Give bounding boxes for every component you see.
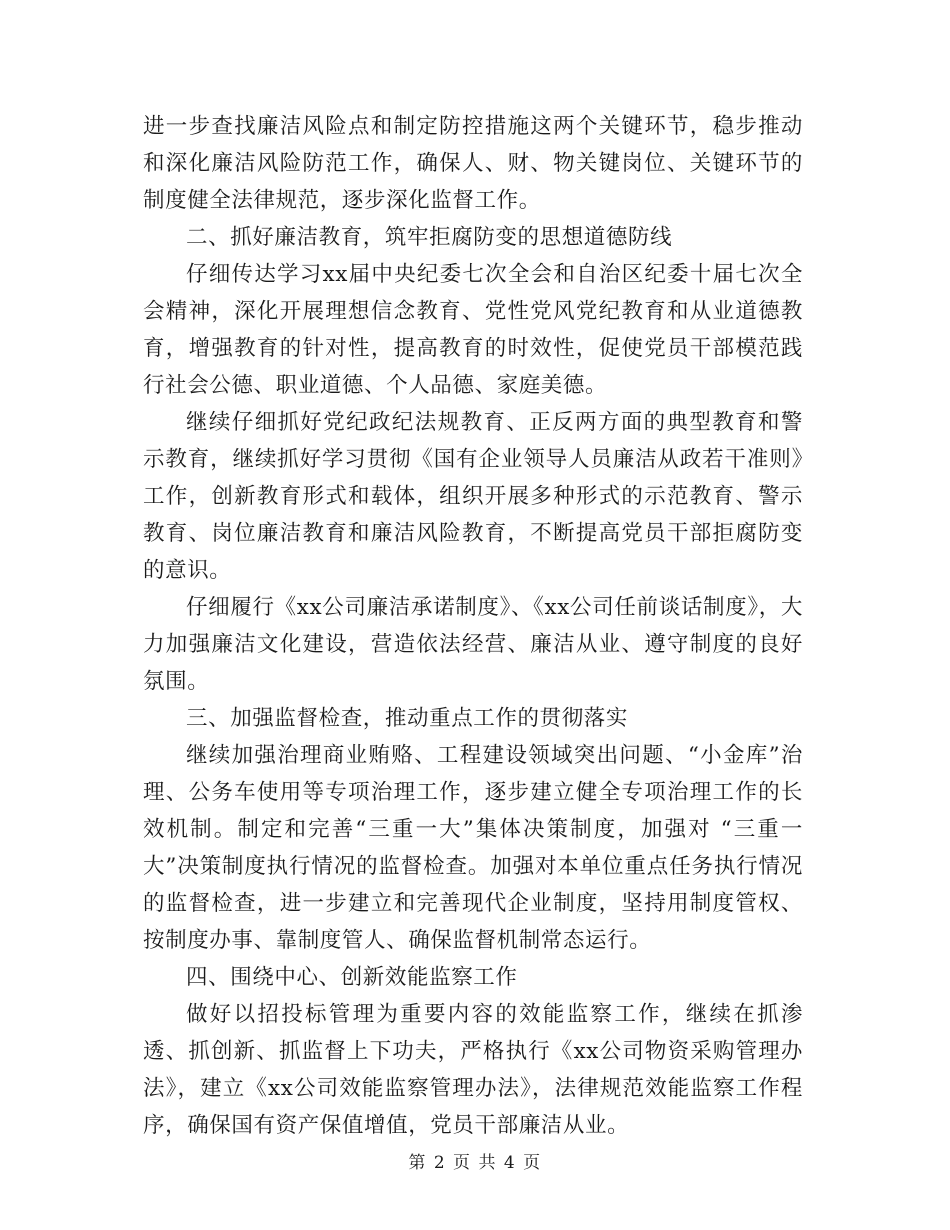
- paragraph: 做好以招投标管理为重要内容的效能监察工作，继续在抓渗透、抓创新、抓监督上下功夫，严格执行《xx公司物资采购管理办法》，建立《xx公司效能监察管理办法》，法律规范效能监察工作程序，确保国有资产保值增值，党员干部廉洁从业。: [143, 1002, 803, 1138]
- paragraph: 继续加强治理商业贿赂、工程建设领域突出问题、“小金库”治理、公务车使用等专项治理工作，逐步建立健全专项治理工作的长效机制。制定和完善“三重一大”集体决策制度，加强对 “三重一大”决策制度执行情况的监督检查。加强对本单位重点任务执行情况的监督检查，进一步建立和完善现代企业制度，坚持用制度管权、按制度办事、靠制度管人、确保监督机制常态运行。: [143, 743, 803, 953]
- document-body: [143, 108, 803, 1144]
- section-heading-3: 三、加强监督检查，推动重点工作的贯彻落实: [186, 706, 629, 731]
- paragraph-continuation: 进一步查找廉洁风险点和制定防控措施这两个关键环节，稳步推动和深化廉洁风险防范工作，确保人、财、物关键岗位、关键环节的制度健全法律规范，逐步深化监督工作。: [143, 114, 803, 213]
- section-heading-4: 四、围绕中心、创新效能监察工作: [186, 965, 518, 990]
- paragraph: 仔细履行《xx公司廉洁承诺制度》、《xx公司任前谈话制度》，大力加强廉洁文化建设，营造依法经营、廉洁从业、遵守制度的良好氛围。: [143, 595, 803, 694]
- section-heading-2: 二、抓好廉洁教育，筑牢拒腐防变的思想道德防线: [186, 225, 673, 250]
- page-footer: 第 2 页 共 4 页: [408, 1153, 542, 1173]
- paragraph: 继续仔细抓好党纪政纪法规教育、正反两方面的典型教育和警示教育，继续抓好学习贯彻《国有企业领导人员廉洁从政若干准则》工作，创新教育形式和载体，组织开展多种形式的示范教育、警示教育、岗位廉洁教育和廉洁风险教育，不断提高党员干部拒腐防变的意识。: [143, 410, 803, 583]
- paragraph: 仔细传达学习xx届中央纪委七次全会和自治区纪委十届七次全会精神，深化开展理想信念教育、党性党风党纪教育和从业道德教育，增强教育的针对性，提高教育的时效性，促使党员干部模范践行社会公德、职业道德、个人品德、家庭美德。: [143, 262, 803, 398]
